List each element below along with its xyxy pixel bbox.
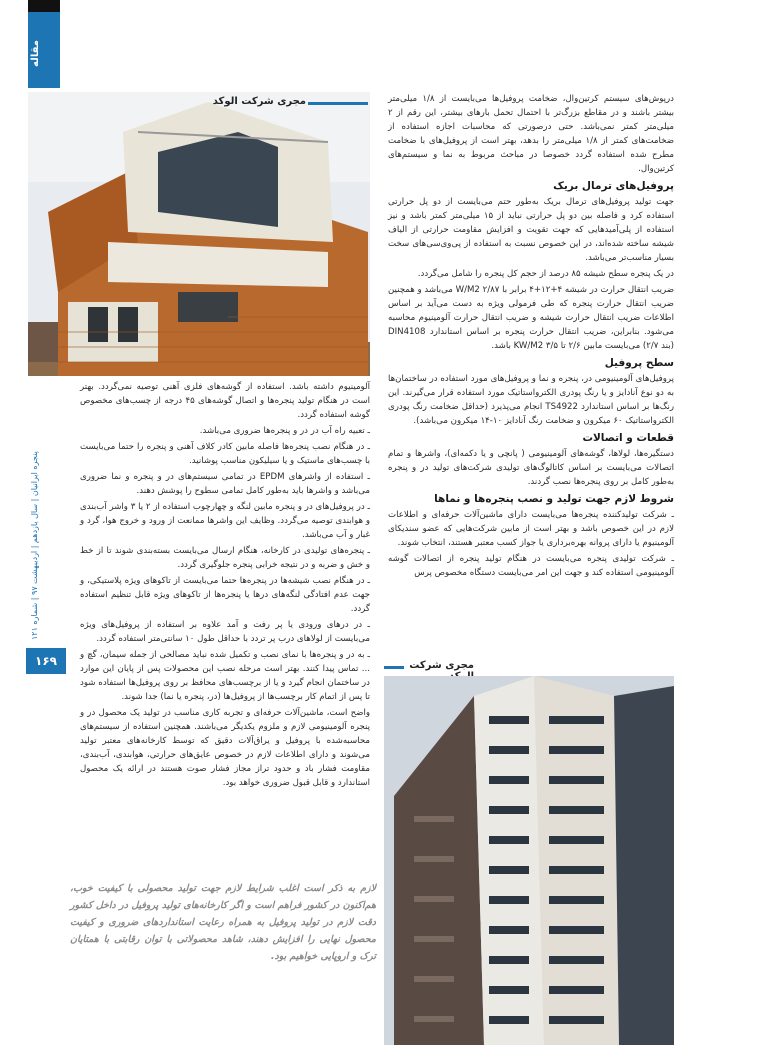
left-text-column [80, 380, 370, 870]
requirements-paragraph-2: ـ شرکت تولیدی پنجره می‌بایست در هنگام تولید پنجره از اتصالات گوشه آلومینیومی استفاده کند و جهت این امر می‌بایست دستگاه مخصوص پرس [388, 554, 674, 578]
profile-surface-paragraph: پروفیل‌های آلومینیومی در، پنجره و نما و پروفیل‌های مورد استفاده در ساختمان‌ها به دو نوع آنادایز و یا رنگ پودری الکترواستاتیک مورد استفاده قرار می‌گیرند. این رنگ‌ها بر اساس استاندارد TS4922 انجام می‌پذیرد (حداقل ضخامت رنگ پودری الکترواستاتیک ۶۰ میکرون و ضخامت رنگ آنادایز ۱۰-۱۴ میکرون می‌باشد). [388, 374, 674, 426]
section-tab-label: مقاله [30, 40, 41, 67]
intro-paragraph: درپوش‌های سیستم کرتین‌وال، ضخامت پروفیل‌ها می‌بایست از ۱/۸ میلی‌متر بیشتر باشند و در مقاطع بزرگ‌تر با احتمال تحمل بارهای بیشتر، این رقم از ۲ میلی‌متر کمتر نمی‌باشد. حتی درصورتی که محاسبات اجازه استفاده از ضخامت‌های کمتر از ۱/۸ میلی‌متر را بدهد، بهتر است از پروفیل‌های با ضخامت مطرح شده استفاده گردد خصوصا در مباحث مربوط به نما و سیستم‌های کرتین‌وال. [388, 94, 675, 174]
left-paragraph-7: ـ در هنگام نصب شیشه‌ها در پنجره‌ها حتما می‌بایست از تاکوهای ویژه پلاستیکی، و جهت عدم افتادگی لنگه‌های درها یا پنجره‌ها از تاکوهای ویژه قابل تنظیم استفاده گردد. [80, 576, 370, 614]
issue-info: پنجره ایرانیان | سال یازدهم | اردیبهشت ۹۷ | شماره ۱۲۱ [30, 451, 39, 640]
page-number: ۱۶۹ [26, 648, 66, 674]
building-photo-2 [384, 676, 674, 1045]
requirements-paragraph-1: ـ شرکت تولیدکننده پنجره‌ها می‌بایست دارای ماشین‌آلات حرفه‌ای و اطلاعات لازم در این خصوص باشد و بهتر است از مابین شرکت‌هایی که عضو سندیکای آلومینیوم یا دارای پروانه بهره‌برداری یا جواز کسب معتبر هستند، انتخاب شوند. [388, 510, 674, 548]
left-paragraph-8: ـ در درهای ورودی یا پر رفت و آمد علاوه بر استفاده از پروفیل‌های ویژه می‌بایست از لولاهای درب پر تردد با حداقل طول ۱۰ سانتی‌متر استفاده گردد. [80, 620, 370, 644]
left-paragraph-2: ـ تعبیه راه آب در در و پنجره‌ها ضروری می‌باشد. [199, 426, 370, 436]
left-paragraph-1: آلومینیوم داشته باشد. استفاده از گوشه‌های فلزی آهنی توصیه نمی‌گردد. بهتر است در هنگام تولید پنجره‌ها و اتصال گوشه‌های ۴۵ درجه از چسب‌های مخصوص گوشه استفاده گردد. [80, 382, 371, 420]
glass-area-paragraph: در یک پنجره سطح شیشه ۸۵ درصد از حجم کل پنجره را شامل می‌گردد. [417, 269, 674, 279]
heading-requirements: شروط لازم جهت تولید و نصب پنجره‌ها و نماها [434, 493, 674, 505]
thermal-break-paragraph: جهت تولید پروفیل‌های ترمال بریک به‌طور حتم می‌بایست از دو پل حرارتی استفاده کرد و فاصله بین دو پل حرارتی نباید از ۱۵ میلی‌متر کمتر باشد و نیز استفاده از پلی‌آمیدهایی که جهت تقویت و افزایش مقاومت حرارتی از الیاف شیشه ساخته شده‌اند، در این خصوص نسبت به استفاده از پی‌وی‌سی‌های سخت بسیار مناسب‌تر می‌باشد. [388, 197, 674, 263]
photo-2-caption: مجری شرکت [409, 660, 474, 671]
heading-thermal-break: پروفیل‌های ترمال بریک [553, 180, 674, 192]
left-paragraph-9: ـ به در و پنجره‌ها با نمای نصب و تکمیل شده نباید مصالحی از جمله سیمان، گچ و ... تماس پیدا کنند. بهتر است مرحله نصب این محصولات پس از پایان این موارد در ساختمان انجام گیرد و یا از برچسب‌های محافظ بر روی پروفیل‌ها استفاده شود تا پس از اتمام کار برچسب‌ها از پروفیل‌ها (در، پنجره یا نما) جدا شوند. [80, 650, 370, 702]
left-paragraph-10: واضح است، ماشین‌آلات حرفه‌ای و تجربه کاری مناسب در تولید یک محصول در و پنجره آلومینیومی لازم و ملزوم یکدیگر می‌باشند. همچنین استفاده از سیستم‌های محاسبه‌شده با پروفیل و یراق‌آلات دقیق که توسط کارخانه‌های معتبر تولید می‌شوند و دارای اطلاعات لازم در خصوص عایق‌های حرارتی، هوابندی، آب‌بندی، مقاومت فشار باد و حدود تراز مجاز فشار صوت هستند در ارائه یک محصول استاندارد و قابل قبول ضروری خواهد بود. [80, 708, 370, 788]
heat-transfer-paragraph: ضریب انتقال حرارت در شیشه ۴+۱۲+۴ برابر با ۲/۸۷ W/M2 می‌باشد و همچنین ضریب انتقال حرارت پنجره که طی فرمولی ویژه به دست می‌آید بر اساس اطلاعات ضریب انتقال حرارت شیشه و ضریب انتقال حرارت آلومینیوم محاسبه می‌شود. بنابراین، ضریب انتقال حرارت پنجره بر اساس استاندارد DIN4108 (بند ۲/۷) می‌بایست مابین ۲/۶ تا ۳/۵ KW/M2 باشد. [388, 285, 674, 351]
photo-1-caption: مجری شرکت الوکد [212, 96, 306, 107]
left-paragraph-5: ـ در پروفیل‌های در و پنجره مابین لنگه و چهارچوب استفاده از ۲ یا ۳ واشر آب‌بندی و هوابندی توصیه می‌گردد. وظایف این واشرها ممانعت از ورود و خروج هوا، گرد و غبار و آب می‌باشد. [80, 502, 370, 540]
fittings-paragraph: دستگیره‌ها، لولاها، گوشه‌های آلومینیومی ( پانچی و یا دکمه‌ای)، واشرها و تمام اتصالات می‌بایست بر اساس کاتالوگ‌های تولیدی شرکت‌های تولید در و پنجره به‌طور کامل بر روی پنجره‌ها نصب گردند. [388, 449, 674, 487]
pull-quote: لازم به ذکر است اغلب شرایط لازم جهت تولید محصولی با کیفیت خوب، هم‌اکنون در کشور فراهم است و اگر کارخانه‌های تولید پروفیل در داخل کشور دقت لازم در تولید پروفیل به همراه رعایت استانداردهای ضروری و کیفیت محصول نهایی را افزایش دهند، شاهد محصولاتی با توان رقابتی با همتایان ترک و اروپایی خواهیم بود. [70, 883, 376, 962]
heading-profile-surface: سطح پروفیل [604, 357, 674, 369]
right-text-column [388, 92, 674, 652]
left-paragraph-3: ـ در هنگام نصب پنجره‌ها فاصله مابین کادر کلاف آهنی و پنجره را حتما می‌بایست با چسب‌های ماستیک و یا سیلیکون مناسب پوشانید. [80, 442, 370, 466]
left-paragraph-4: ـ استفاده از واشرهای EPDM در تمامی سیستم‌های در و پنجره و نما ضروری می‌باشد و واشرها باید به‌طور کامل تمامی سطوح را پوشش دهند. [80, 472, 370, 496]
section-tab-top [28, 0, 60, 12]
caption-bar-1 [308, 102, 368, 105]
heading-fittings: قطعات و اتصالات [582, 432, 674, 444]
caption-bar-2 [384, 666, 404, 669]
building-photo-1 [28, 92, 370, 376]
left-paragraph-6: ـ پنجره‌های تولیدی در کارخانه، هنگام ارسال می‌بایست بسته‌بندی شوند تا از خط و خش و ضربه و در نتیجه خرابی پنجره جلوگیری گردد. [80, 546, 370, 570]
